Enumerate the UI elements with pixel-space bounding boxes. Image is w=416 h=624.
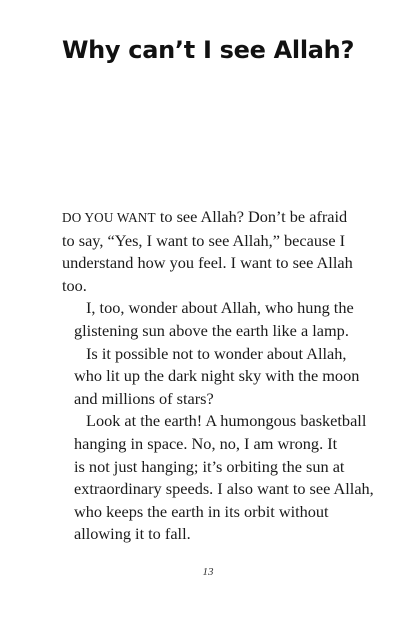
text-line: who lit up the dark night sky with the moon bbox=[74, 366, 360, 386]
body-text bbox=[62, 206, 374, 546]
text-line: glistening sun above the earth like a lamp. bbox=[74, 320, 349, 340]
paragraph-4 bbox=[62, 410, 374, 546]
text-line: who keeps the earth in its orbit without bbox=[74, 501, 329, 521]
text-line: Is it possible not to wonder about Allah, bbox=[86, 343, 347, 363]
text-line: and millions of stars? bbox=[74, 388, 214, 408]
text-line: I, too, wonder about Allah, who hung the bbox=[86, 298, 354, 318]
text-line bbox=[62, 206, 362, 230]
paragraph-1 bbox=[62, 206, 362, 297]
page-number: 13 bbox=[202, 566, 214, 578]
paragraph-3 bbox=[62, 343, 362, 411]
paragraph-2 bbox=[62, 297, 362, 342]
text-line: is not just hanging; it’s orbiting the sun at bbox=[74, 456, 345, 476]
text-line: hanging in space. No, no, I am wrong. It bbox=[74, 433, 338, 453]
text-line: Look at the earth! A humongous basketball bbox=[86, 411, 367, 431]
text-line: to say, “Yes, I want to see Allah,” because I bbox=[62, 230, 346, 250]
text-line: understand how you feel. I want to see Allah bbox=[62, 253, 353, 273]
text-line: too. bbox=[62, 275, 87, 295]
text-line: allowing it to fall. bbox=[74, 524, 191, 544]
opening-smallcaps: DO YOU WANT bbox=[62, 210, 156, 225]
chapter-title: Why can’t I see Allah? bbox=[61, 36, 355, 64]
text-line: extraordinary speeds. I also want to see Allah, bbox=[74, 479, 374, 499]
text-line-content: to see Allah? Don’t be afraid bbox=[155, 207, 348, 226]
